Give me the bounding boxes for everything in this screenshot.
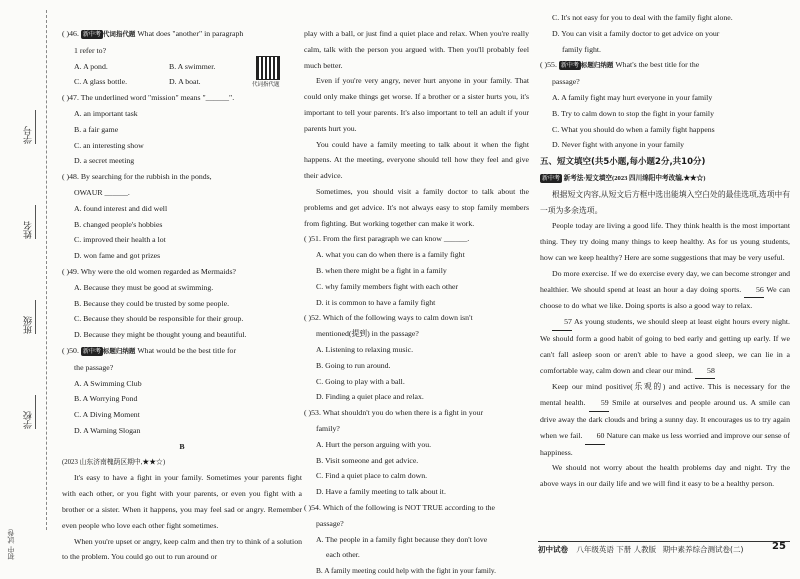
name-label: 姓名 [22,205,36,243]
passage-c-paragraph-4: Keep our mind positive(乐观的) and active. This is necessary for the mental health. 59 Smile at ourselves and people around us. A smile can drive away the dark clouds and bring a sunny day. It encourages us to try again when we fail. 60 Nature can make us less worried and improve our sense of happiness. [540,382,791,457]
passage-b-paragraph-4: You could have a family meeting to talk about it when the fight happens. At the meeting, everyone should tell how they feel and give their advice. [304,139,529,181]
passage-c-paragraph-5: We should not worry about the health problems day and night. Try the above ways in our daily life and we will find it easy to be a healthy person. [540,463,790,489]
question-50-stem: the passage? [74,362,114,372]
option: A. found interest and did well [74,203,168,213]
question-53: ( )53. What shouldn't you do when there is a fight in your [304,408,484,418]
column-1 [62,26,302,565]
option: B. A family meeting could help with the fight in your family. [316,566,496,576]
footer-test-title: 期中素养综合测试卷(二) [662,545,744,554]
option: D. won fame and got prizes [74,251,161,261]
passage-c-paragraph-2: Do more exercise. If we do exercise every day, we can become stronger and healthier. We should spend at least an hour a day doing sports. 56 We can choose to do what we like. Doing sports is also a good way to relax. [540,268,790,311]
blank-56[interactable]: 56 [744,282,764,299]
question-46: ( )46. 新中考 代词指代题 What does "another" in paragraph [62,29,244,38]
passage-c-paragraph-3: 57 As young students, we should sleep at least eight hours every night. We should form a good habit of going to bed early and getting up early. If we can't fall asleep soon or aren't able to have a good sleep, we can lie in a comfortable way, calm down and clear our mind. 58 [540,314,790,379]
option: C. why family members fight with each other [316,281,459,291]
passage-b-paragraph-3: Even if you're very angry, never hurt anyone in your family. That could only make things get worse. If a brother or a sister hurts you, it's important to tell your parents. It's also important to tell an adult if your parents hurt you. [304,76,529,133]
question-53-stem: family? [316,423,340,433]
option: C. Because they should be responsible for their group. [74,314,244,324]
option: family fight. [562,44,601,54]
qr-caption: 代词指代题 [252,82,280,88]
question-52: ( )52. Which of the following ways to calm down isn't [304,313,473,323]
question-51: ( )51. From the first paragraph we can know ______. [304,234,470,244]
option: B. a fair game [74,124,119,134]
question-55: ( )55. 新中考 标题归纳题 What's the best title for the [540,60,700,70]
passage-b-paragraph-5: Sometimes, you should visit a family doctor to talk about the problems and get advice. It's not always easy to stop family members from fighting. But working together can make it work. [304,186,529,228]
binding-margin [0,0,60,566]
option: D. Never fight with anyone in your family [552,140,685,150]
passage-b-source: (2023 山东济南槐荫区期中,★★☆) [62,458,166,466]
passage-b-heading: B [179,441,185,451]
school-label: 学校 [22,395,36,433]
cut-line [46,10,47,530]
option: A. Listening to relaxing music. [316,344,414,354]
section-5-instructions: 根据短文内容,从短文后方框中选出能填入空白处的最佳选项,选项中有一项为多余选项。 [540,189,790,215]
passage-c-paragraph-1: People today are living a good life. They think health is the most important thing. They try doing many things to keep healthy. As for us young students, how can we keep healthy? Here are some suggestions that may be very useful. [540,221,790,262]
page-footer [538,541,790,555]
option: A. an important task [74,108,138,118]
question-49: ( )49. Why were the old women regarded as Mermaids? [62,266,236,276]
question-47: ( )47. The underlined word "mission" means "______". [62,93,235,103]
option: D. A Warning Slogan [74,425,141,435]
new-exam-tag: 新中考 [82,31,101,38]
option: A. A Swimming Club [74,378,142,388]
option: A. A family fight may hurt everyone in your family [552,92,713,102]
question-46-options-row2: C. A glass bottle. D. A boat. [74,77,201,87]
brand-logo: 初中 试卷 [7,529,15,560]
new-exam-tag: 新中考 [542,174,561,182]
blank-57[interactable]: 57 [552,314,572,331]
question-55-stem: passage? [552,77,580,87]
option: C. improved their health a lot [74,235,166,245]
question-50: ( )50. 新中考 标题归纳题 What would be the best title for [62,345,237,355]
option: D. You can visit a family doctor to get advice on your [552,28,720,38]
option: D. a secret meeting [74,156,135,166]
blank-60[interactable]: 60 [585,428,605,445]
option: D. Finding a quiet place and relax. [316,392,424,402]
question-54: ( )54. Which of the following is NOT TRUE according to the [304,502,495,512]
option: B. Visit someone and get advice. [316,455,419,465]
question-48: ( )48. By searching for the rubbish in the ponds, [62,172,212,182]
new-exam-tag: 新中考 [82,347,101,355]
option: B. changed people's hobbies [74,219,163,229]
question-46-stem: 1 refer to? [74,45,107,55]
passage-b-paragraph-2: When you're upset or angry, keep calm and then try to think of a solution to the problem. You could go out to run around or [62,536,302,562]
page-number: 25 [772,541,786,552]
passage-b-paragraph-1: It's easy to have a fight in your family. Sometimes your parents fight with each other, or you fight with your parents, or even you fight with a brother or a sister. When it happens, you may feel sad or angry. Remember even people who love each other fight sometimes. [62,473,302,530]
question-48-stem: OWAUR ______. [74,187,130,197]
blank-59[interactable]: 59 [589,395,609,412]
question-54-stem: passage? [316,518,344,528]
new-exam-tag: 新中考 [560,62,579,70]
question-46-options-row1: A. A pond. B. A swimmer. [74,61,216,71]
option: C. A Diving Moment [74,410,140,420]
column-2 [304,26,529,579]
option: B. Try to calm down to stop the fight in your family [552,108,714,118]
blank-58[interactable]: 58 [695,363,715,380]
option: C. Going to play with a ball. [316,376,405,386]
option: D. Have a family meeting to talk about it. [316,487,446,497]
option: D. Because they might be thought young and beautiful. [74,330,247,340]
passage-b-paragraph-2-cont: play with a ball, or just find a quiet place and relax. When you're really calm, talk with the person you argued with. Then you'll probably feel much better. [304,29,529,70]
option: A. Because they must be good at swimming. [74,282,214,292]
option: A. The people in a family fight because they don't love [316,534,488,544]
option: B. Because they could be trusted by some people. [74,298,230,308]
option: B. Going to run around. [316,360,391,370]
option: each other. [326,550,360,560]
section-5-tag: 新中考 新考法·短文填空(2023 四川绵阳中考改编,★★☆) [542,174,706,182]
option: B. A Worrying Pond [74,394,138,404]
column-3 [540,10,790,492]
option: A. what you can do when there is a family fight [316,250,465,260]
option: C. What you should do when a family fight happens [552,124,715,134]
option: C. It's not easy for you to deal with the family fight alone. [552,13,733,22]
question-52-stem: mentioned(提到) in the passage? [316,329,419,339]
option: A. Hurt the person arguing with you. [316,439,432,449]
footer-course: 八年级英语 下册 人教版 [576,545,657,554]
student-number-label: 学号 [22,110,36,148]
option: B. when there might be a fight in a family [316,265,447,275]
qr-code-icon [256,56,280,80]
option: C. Find a quiet place to calm down. [316,471,428,481]
option: D. it is common to have a family fight [316,297,436,307]
option: C. an interesting show [74,140,144,150]
footer-brand: 初中试卷 [538,545,568,554]
class-label: 班级 [22,300,36,338]
section-5-heading: 五、短文填空(共5小题,每小题2分,共10分) [540,157,706,168]
